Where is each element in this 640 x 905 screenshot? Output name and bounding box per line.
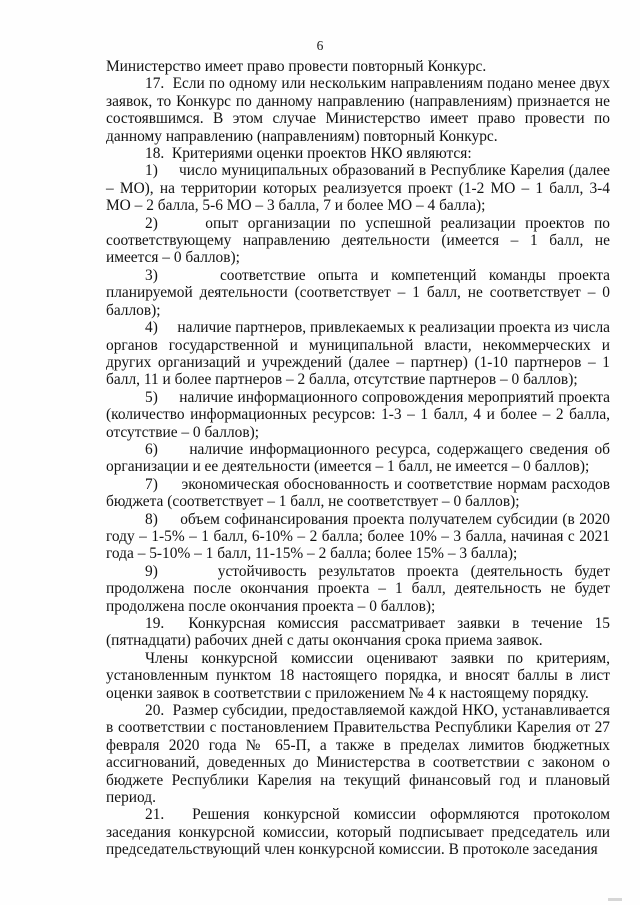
criterion-8: 8) объем софинансирования проекта получателем субсидии (в 2020 году – 1-5% – 1 балл, 6-10% – 2 балла; более 10% – 3 балла, начиная с 2021 года – 5-10% – 1 балл, 11-15% – 2 балла; более 15% – 3 балла);: [106, 510, 610, 563]
paragraph-continuation: Министерство имеет право провести повторный Конкурс.: [106, 58, 487, 75]
paragraph-18: 18. Критериями оценки проектов НКО являются:: [145, 145, 472, 163]
paragraph-19: 19. Конкурсная комиссия рассматривает заявки в течение 15 (пятнадцати) рабочих дней с даты окончания срока приема заявок.: [106, 615, 610, 650]
criterion-7: 7) экономическая обоснованность и соответствие нормам расходов бюджета (соответствует – 1 балл, не соответствует – 0 баллов);: [106, 475, 610, 511]
criterion-3: 3) соответствие опыта и компетенций команды проекта планируемой деятельности (соответствует – 1 балл, не соответствует – 0 баллов);: [106, 266, 610, 319]
page-number: 6: [316, 38, 324, 53]
paragraph-members-evaluate: Члены конкурсной комиссии оценивают заявки по критериям, установленным пунктом 18 настоящего порядка, и вносят баллы в лист оценки заявок в соответствии с приложением № 4 к настоящему порядку.: [106, 649, 610, 702]
paragraph-21: 21. Решения конкурсной комиссии оформляются протоколом заседания конкурсной комиссии, который подписывает председатель или председательствующий член конкурсной комиссии. В протоколе заседания: [106, 806, 610, 859]
paragraph-17: 17. Если по одному или нескольким направлениям подано менее двух заявок, то Конкурс по данному направлению (направлениям) признается не состоявшимся. В этом случае Министерство имеет право провести по данному направлению (направлениям) повторный Конкурс.: [106, 75, 610, 145]
criterion-5: 5) наличие информационного сопровождения мероприятий проекта (количество информационных ресурсов: 1-3 – 1 балл, 4 и более – 2 балла, отсутствие – 0 баллов);: [106, 388, 610, 441]
criterion-1: 1) число муниципальных образований в Республике Карелия (далее – МО), на территории которых реализуется проект (1-2 МО – 1 балл, 3-4 МО – 2 балла, 5-6 МО – 3 балла, 7 и более МО – 4 балла);: [106, 162, 610, 215]
paragraph-20: 20. Размер субсидии, предоставляемой каждой НКО, устанавливается в соответствии с постановлением Правительства Республики Карелия от 27 февраля 2020 года № 65-П, а также в пределах лимитов бюджетных ассигнований, доведенных до Министерства в соответствии с законом о бюджете Республики Карелия на текущий финансовый год и плановый период.: [106, 702, 610, 807]
document-body: [106, 58, 610, 859]
criterion-6: 6) наличие информационного ресурса, содержащего сведения об организации и ее деятельности (имеется – 1 балл, не имеется – 0 баллов);: [106, 440, 610, 476]
scan-artifact: [608, 898, 622, 901]
criterion-4: 4) наличие партнеров, привлекаемых к реализации проекта из числа органов государственной и муниципальной власти, некоммерческих и других организаций и учреждений (далее – партнер) (1-10 партнеров – 1 балл, 11 и более партнеров – 2 балла, отсутствие партнеров – 0 баллов);: [106, 319, 610, 389]
criterion-2: 2) опыт организации по успешной реализации проектов по соответствующему направлению деятельности (имеется – 1 балл, не имеется – 0 баллов);: [106, 214, 610, 267]
criterion-9: 9) устойчивость результатов проекта (деятельность будет продолжена после окончания проекта – 1 балл, деятельность не будет продолжена после окончания проекта – 0 баллов);: [106, 562, 610, 615]
